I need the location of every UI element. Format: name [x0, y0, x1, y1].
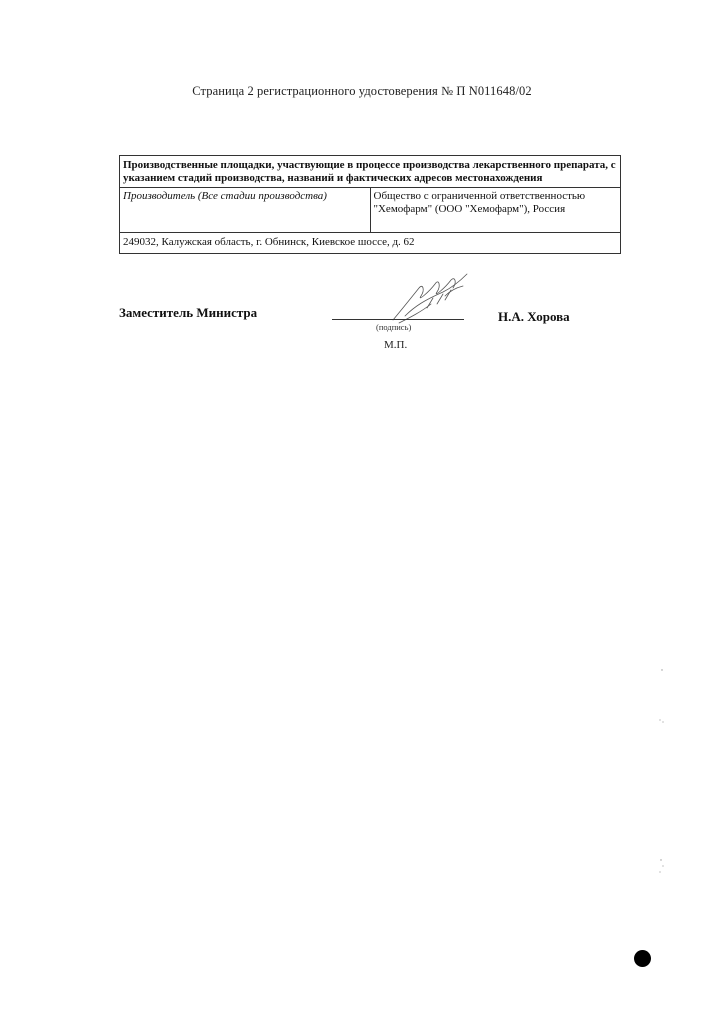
manufacturer-role-cell: Производитель (Все стадии производства): [120, 188, 371, 233]
signature-line: [332, 319, 464, 320]
table-header-row: [120, 156, 621, 188]
signer-name: Н.А. Хорова: [498, 309, 570, 324]
company-name-cell: Общество с ограниченной ответственностью "Хемофарм" (ООО "Хемофарм"), Россия: [370, 188, 621, 233]
table-row: [120, 233, 621, 254]
production-sites-table: [119, 155, 621, 254]
table-title: Производственные площадки, участвующие в процессе производства лекарственного препарата, с указанием стадий производства, названий и фактических адресов местонахождения: [120, 156, 621, 188]
signer-position: Заместитель Министра: [119, 305, 258, 320]
page-header: Страница 2 регистрационного удостоверения № П N011648/02: [192, 84, 532, 98]
seal-label: М.П.: [384, 339, 408, 351]
signature-caption: (подпись): [376, 322, 412, 332]
scan-noise-decoration: [650, 660, 670, 900]
table-row: [120, 188, 621, 233]
black-dot-icon: [634, 950, 651, 967]
address-cell: 249032, Калужская область, г. Обнинск, Киевское шоссе, д. 62: [120, 233, 621, 254]
